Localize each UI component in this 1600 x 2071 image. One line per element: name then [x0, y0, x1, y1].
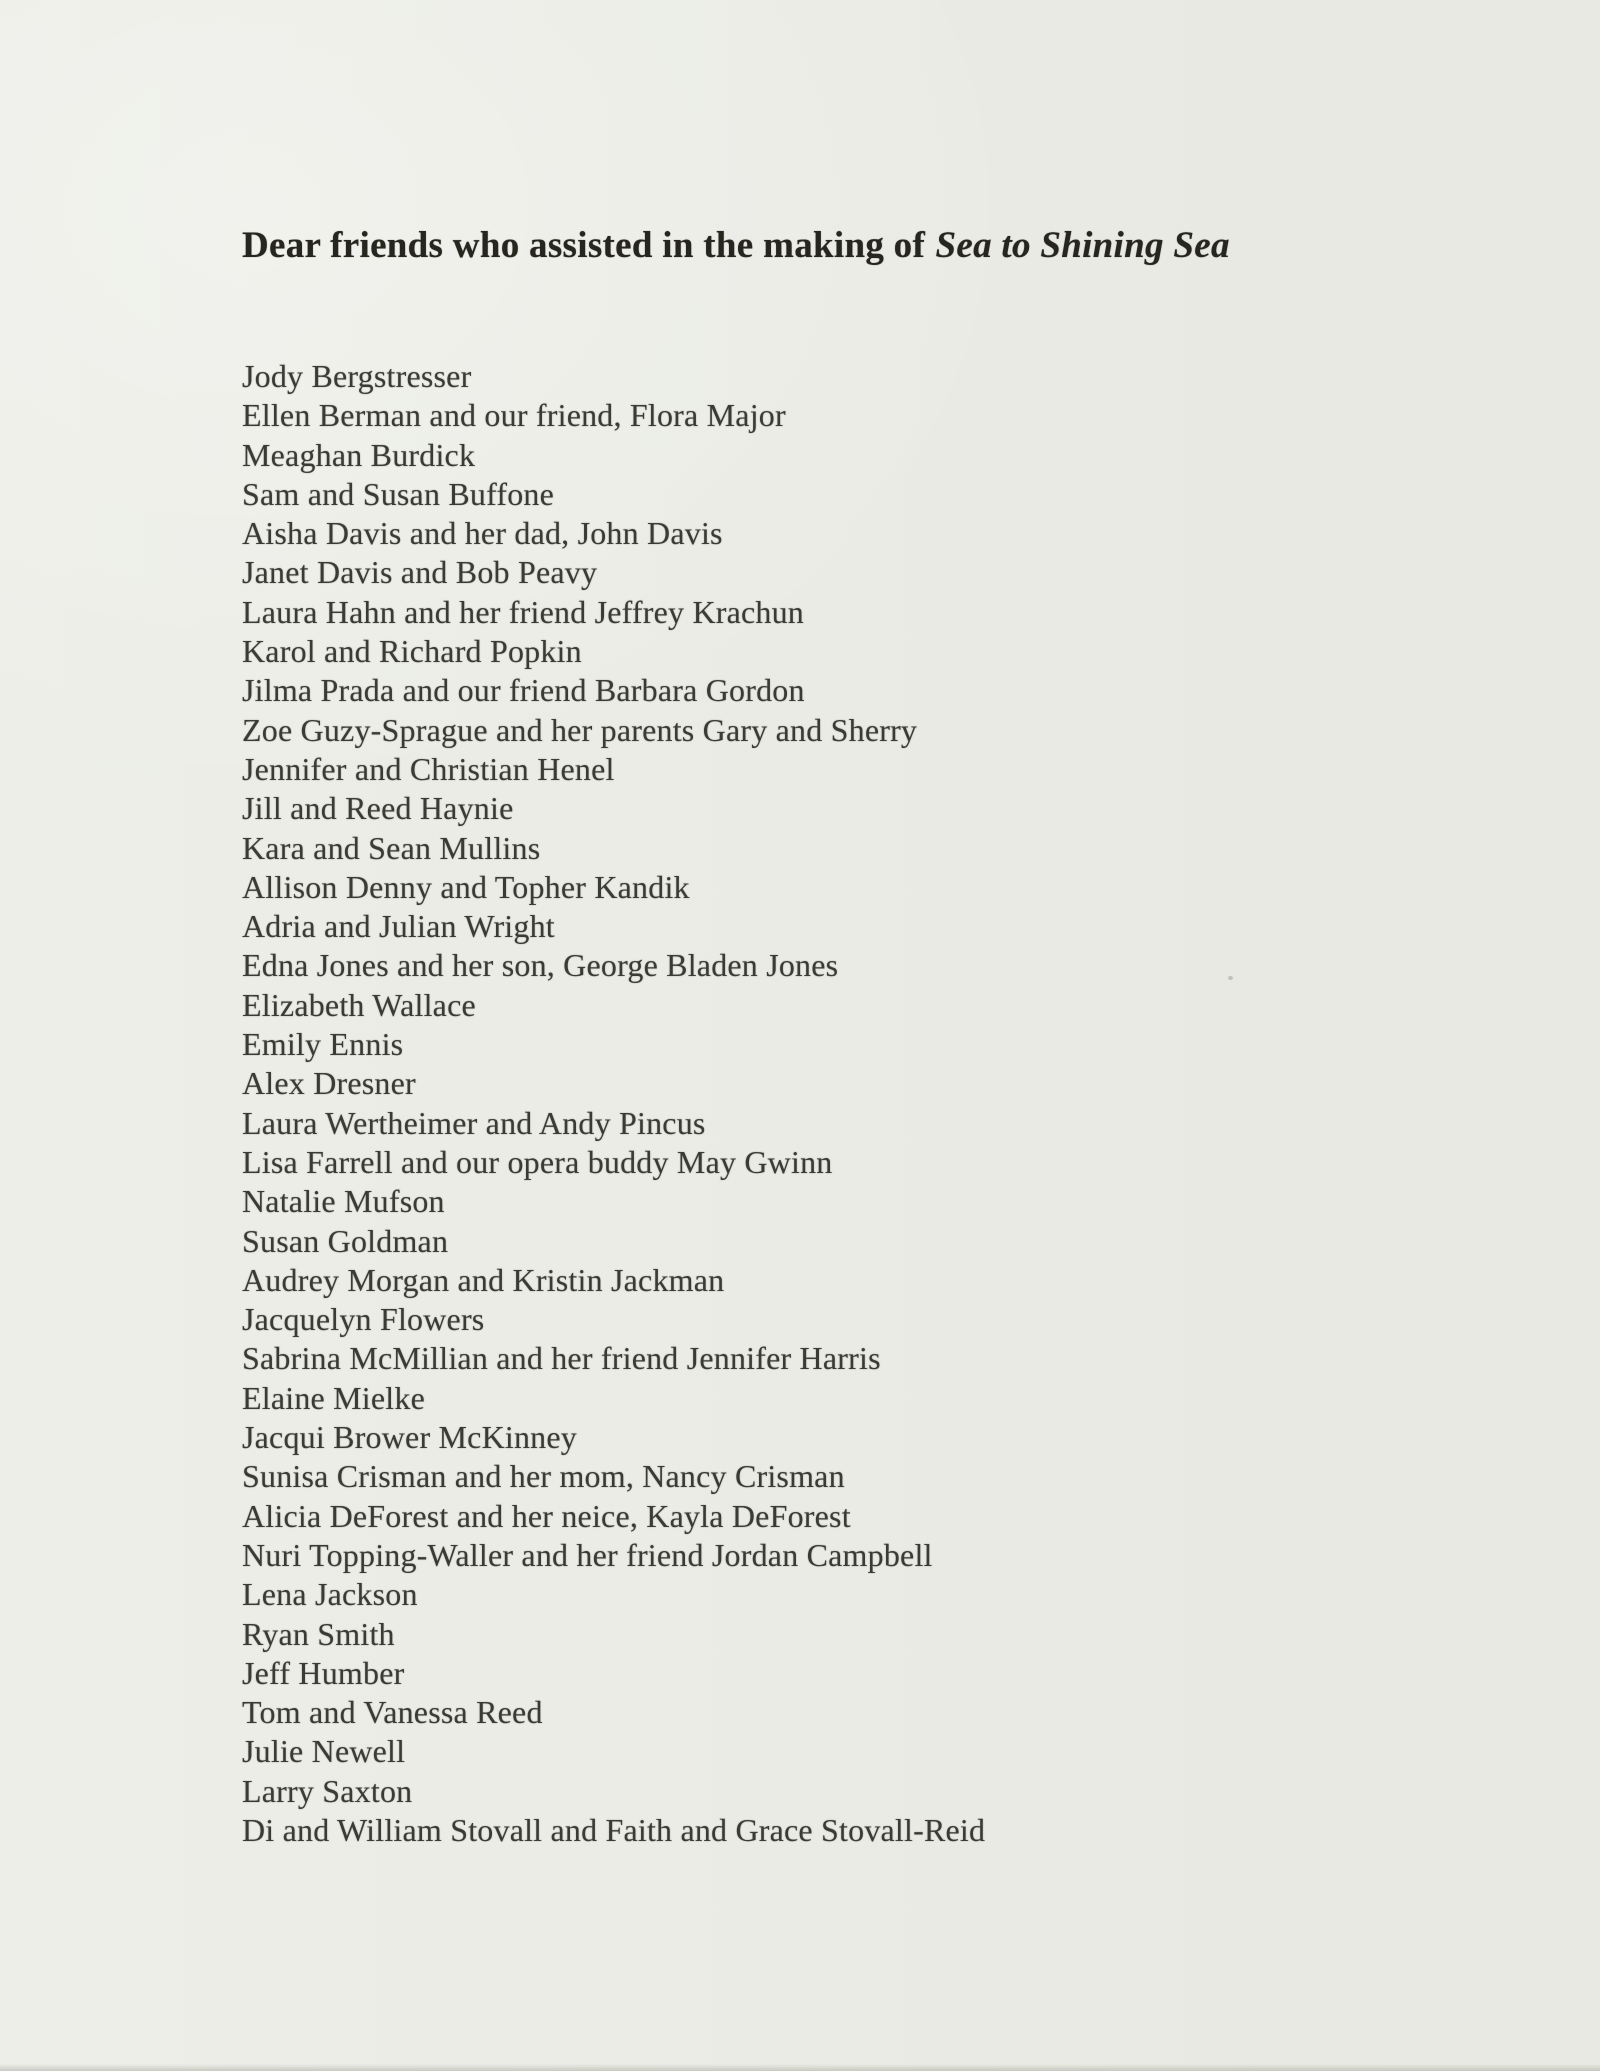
credit-line: Natalie Mufson: [242, 1183, 445, 1220]
credit-line: Alex Dresner: [242, 1065, 416, 1102]
credit-line: Jacqui Brower McKinney: [242, 1419, 577, 1456]
scan-speck: [1228, 976, 1233, 980]
credit-line: Jill and Reed Haynie: [242, 790, 514, 827]
credit-line: Audrey Morgan and Kristin Jackman: [242, 1261, 725, 1298]
page-title-text: Dear friends who assisted in the making of: [242, 225, 926, 266]
credit-line: Sam and Susan Buffone: [242, 475, 555, 512]
credit-line: Adria and Julian Wright: [242, 908, 555, 945]
page-title: [242, 225, 1230, 268]
credit-line: Sabrina McMillian and her friend Jennifer Harris: [242, 1340, 881, 1377]
credit-line: Lisa Farrell and our opera buddy May Gwinn: [242, 1143, 833, 1180]
credit-line: Nuri Topping-Waller and her friend Jordan Campbell: [242, 1536, 933, 1573]
credit-line: Meaghan Burdick: [242, 436, 476, 473]
credit-line: Kara and Sean Mullins: [242, 829, 541, 866]
credit-line: Laura Hahn and her friend Jeffrey Krachun: [242, 593, 805, 630]
credit-line: Di and William Stovall and Faith and Grace Stovall-Reid: [242, 1811, 986, 1848]
credit-line: Jilma Prada and our friend Barbara Gordon: [242, 672, 805, 709]
page-bottom-edge-shadow: [0, 2064, 1600, 2071]
credit-line: Elizabeth Wallace: [242, 986, 476, 1023]
credit-line: Larry Saxton: [242, 1772, 413, 1809]
credit-line: Jeff Humber: [242, 1654, 405, 1691]
credit-line: Lena Jackson: [242, 1576, 418, 1613]
credit-line: Janet Davis and Bob Peavy: [242, 554, 598, 591]
credit-line: Karol and Richard Popkin: [242, 633, 582, 670]
credits-name-list: [242, 357, 1442, 1850]
credit-line: Zoe Guzy-Sprague and her parents Gary and Sherry: [242, 711, 918, 748]
work-title-italic: Sea to Shining Sea: [935, 225, 1230, 266]
credit-line: Susan Goldman: [242, 1222, 449, 1259]
credit-line: Julie Newell: [242, 1733, 406, 1770]
credit-line: Ryan Smith: [242, 1615, 395, 1652]
credit-line: Alicia DeForest and her neice, Kayla DeForest: [242, 1497, 851, 1534]
credit-line: Ellen Berman and our friend, Flora Major: [242, 397, 786, 434]
credit-line: Elaine Mielke: [242, 1379, 425, 1416]
credit-line: Jody Bergstresser: [242, 358, 472, 394]
credit-line: Sunisa Crisman and her mom, Nancy Crisman: [242, 1458, 845, 1495]
credit-line: Tom and Vanessa Reed: [242, 1694, 543, 1731]
credit-line: Emily Ennis: [242, 1026, 404, 1063]
credit-line: Jacquelyn Flowers: [242, 1301, 485, 1338]
credit-line: Jennifer and Christian Henel: [242, 750, 615, 787]
credit-line: Aisha Davis and her dad, John Davis: [242, 515, 723, 552]
credit-line: Edna Jones and her son, George Bladen Jones: [242, 947, 839, 984]
credit-line: Allison Denny and Topher Kandik: [242, 868, 690, 905]
credit-line: Laura Wertheimer and Andy Pincus: [242, 1104, 706, 1141]
